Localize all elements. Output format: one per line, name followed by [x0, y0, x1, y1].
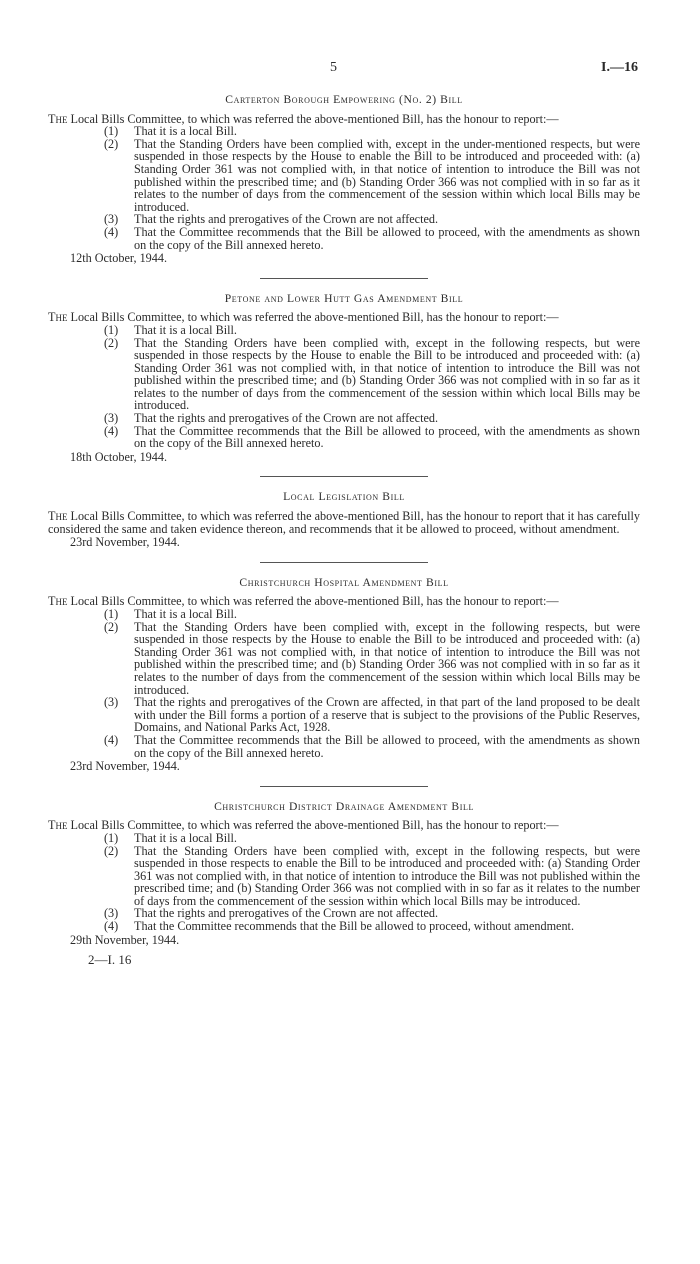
finding-number: (2) — [104, 843, 119, 858]
finding-number: (1) — [104, 607, 119, 621]
section-divider — [260, 562, 428, 563]
bill-title: Christchurch Hospital Amendment Bill — [239, 575, 449, 589]
committee-report — [48, 801, 640, 947]
finding-item — [104, 138, 640, 214]
committee-report — [48, 293, 640, 464]
finding-text: That the Standing Orders have been complied with, except in the under-mentioned respects, but were suspended in those respects by the House to enable the Bill to be introduced and proceeded with: (a) Standing Order 361 was not complied with, in that notice of intention to introduce the Bill was not published within the prescribed time; and (b) Standing Order 366 was not complied with in so far as it relates to the number of days from the commencement of the session within which local Bills may be introduced. — [134, 136, 640, 214]
finding-item — [104, 845, 640, 908]
page-header — [0, 60, 700, 82]
finding-text: That it is a local Bill. — [134, 124, 237, 139]
finding-text: That it is a local Bill. — [134, 830, 237, 845]
finding-item — [104, 125, 640, 138]
finding-text: That the rights and prerogatives of the Crown are affected, in that part of the land proposed to be dealt with under the Bill forms a portion of a reserve that is subject to the provisions of the Public Reserves, Domains, and National Parks Act, 1928. — [134, 695, 640, 735]
finding-number: (2) — [104, 335, 119, 350]
finding-item — [104, 832, 640, 845]
reports-container — [48, 94, 640, 967]
finding-text: That it is a local Bill. — [134, 607, 237, 621]
report-findings-list — [48, 324, 640, 450]
report-date: 18th October, 1944. — [70, 449, 167, 464]
finding-item — [104, 696, 640, 734]
finding-number: (4) — [104, 919, 119, 934]
bill-title: Carterton Borough Empowering (No. 2) Bill — [225, 93, 463, 106]
finding-number: (2) — [104, 619, 119, 634]
section-divider — [260, 278, 428, 279]
finding-number: (1) — [104, 322, 119, 337]
intro-text: Local Bills Committee, to which was referred the above-mentioned Bill, has the honour to report:— — [67, 594, 559, 609]
intro-lead-word: The — [48, 310, 68, 325]
finding-number: (3) — [104, 906, 119, 921]
intro-lead-word: The — [48, 509, 68, 524]
intro-lead-word: The — [48, 111, 68, 126]
finding-number: (3) — [104, 411, 119, 426]
signature-mark: 2—I. 16 — [88, 952, 132, 968]
bill-title: Local Legislation Bill — [283, 490, 405, 504]
finding-text: That it is a local Bill. — [134, 322, 237, 337]
finding-item — [104, 608, 640, 621]
page-number: 5 — [330, 60, 337, 75]
paper-reference: I.—16 — [601, 60, 638, 75]
report-findings-list — [48, 832, 640, 933]
intro-text: Local Bills Committee, to which was referred the above-mentioned Bill, has the honour to report that it has carefully considered the same and taken evidence thereon, and recommends that it be allowed to proceed, without amendment. — [48, 509, 640, 536]
finding-item — [104, 425, 640, 450]
report-date: 29th November, 1944. — [70, 932, 180, 947]
finding-number: (1) — [104, 830, 119, 845]
intro-text: Local Bills Committee, to which was referred the above-mentioned Bill, has the honour to report:— — [67, 111, 559, 126]
report-date: 12th October, 1944. — [70, 251, 167, 266]
committee-report — [48, 577, 640, 773]
finding-number: (2) — [104, 136, 119, 151]
finding-number: (3) — [104, 695, 119, 710]
finding-item — [104, 920, 640, 933]
finding-text: That the rights and prerogatives of the Crown are not affected. — [134, 212, 439, 227]
report-intro — [48, 510, 640, 535]
intro-text: Local Bills Committee, to which was referred the above-mentioned Bill, has the honour to report:— — [67, 818, 559, 833]
intro-text: Local Bills Committee, to which was referred the above-mentioned Bill, has the honour to report:— — [67, 310, 559, 325]
report-findings-list — [48, 125, 640, 251]
section-divider — [260, 786, 428, 787]
finding-text: That the Committee recommends that the Bill be allowed to proceed, with the amendments as shown on the copy of the Bill annexed hereto. — [134, 423, 640, 451]
finding-number: (3) — [104, 212, 119, 227]
finding-text: That the rights and prerogatives of the Crown are not affected. — [134, 411, 439, 426]
finding-text: That the Standing Orders have been complied with, except in the following respects, but were suspended in those respects to enable the Bill to be introduced and proceeded with: (a) Standing Order 361 was not complied with, in that notice of intention to introduce the Bill was not published within the prescribed time; and (b) Standing Order 366 was not complied with in so far as it relates to the number of days from the commencement of the session within which local Bills may be introduced. — [134, 843, 640, 908]
finding-number: (1) — [104, 124, 119, 139]
finding-item — [104, 734, 640, 759]
bill-title: Petone and Lower Hutt Gas Amendment Bill — [224, 291, 464, 305]
finding-text: That the Committee recommends that the Bill be allowed to proceed, without amendment. — [134, 919, 574, 934]
finding-item — [104, 226, 640, 251]
report-findings-list — [48, 608, 640, 759]
committee-report — [48, 94, 640, 265]
finding-text: That the Committee recommends that the Bill be allowed to proceed, with the amendments as shown on the copy of the Bill annexed hereto. — [134, 224, 640, 252]
report-date: 23rd November, 1944. — [70, 759, 180, 774]
finding-text: That the Standing Orders have been complied with, except in the following respects, but were suspended in those respects by the House to enable the Bill to be introduced and proceeded with: (a) Standing Order 361 was not complied with, in that notice of intention to introduce the Bill was not published within the prescribed time; and (b) Standing Order 366 was not complied with in so far as it relates to the number of days from the commencement of the session within which local Bills may be introduced. — [134, 335, 640, 413]
finding-item — [104, 412, 640, 425]
intro-lead-word: The — [48, 818, 68, 833]
bill-title: Christchurch District Drainage Amendment Bill — [214, 799, 474, 813]
finding-item — [104, 337, 640, 413]
finding-text: That the rights and prerogatives of the Crown are not affected. — [134, 906, 439, 921]
finding-number: (4) — [104, 423, 119, 438]
finding-number: (4) — [104, 224, 119, 239]
finding-text: That the Standing Orders have been complied with, except in the following respects, but were suspended in those respects by the House to enable the Bill to be introduced and proceeded with: (a) Standing Order 361 was not complied with, in that notice of intention to introduce the Bill was not published within the prescribed time; and (b) Standing Order 366 was not complied with in so far as it relates to the number of days from the commencement of the session within which local Bills may be introduced. — [134, 619, 640, 697]
finding-item — [104, 621, 640, 697]
intro-lead-word: The — [48, 594, 68, 609]
finding-text: That the Committee recommends that the Bill be allowed to proceed, with the amendments as shown on the copy of the Bill annexed hereto. — [134, 732, 640, 760]
committee-report — [48, 491, 640, 548]
report-date: 23rd November, 1944. — [70, 535, 180, 550]
section-divider — [260, 476, 428, 477]
finding-number: (4) — [104, 732, 119, 747]
finding-item — [104, 324, 640, 337]
